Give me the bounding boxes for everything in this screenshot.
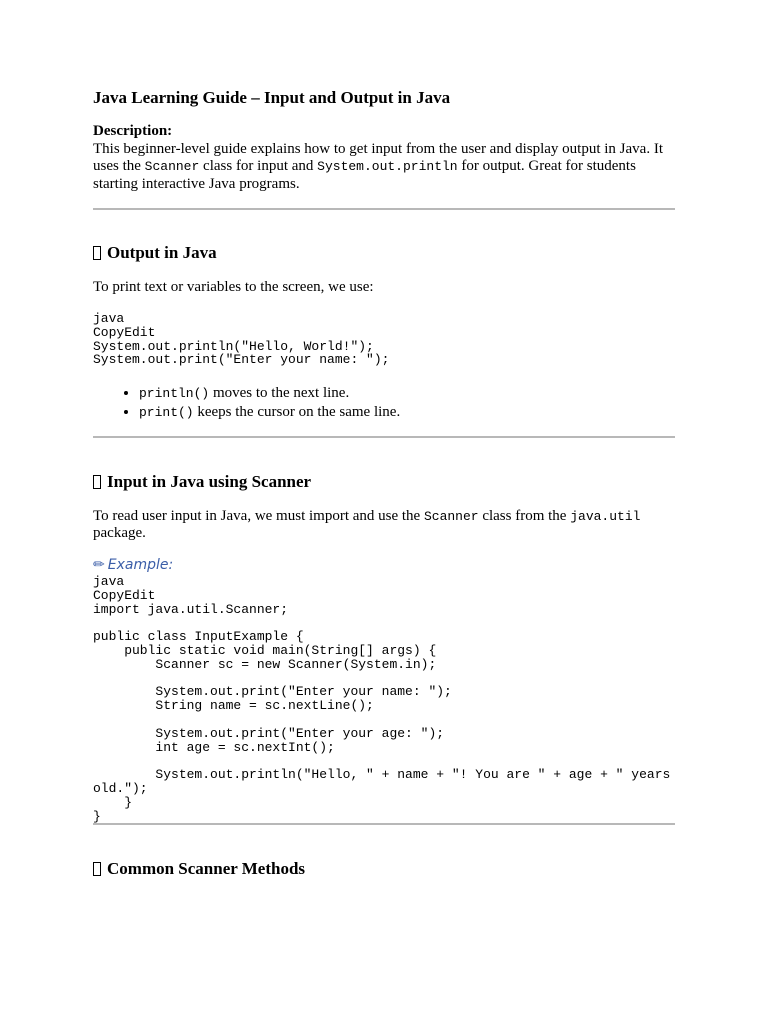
bullet-code: print() <box>139 405 194 420</box>
description-block <box>93 123 683 193</box>
input-heading-text: Input in Java using Scanner <box>107 472 312 491</box>
output-bullet-list <box>93 384 400 422</box>
description-text-3: for output. Great for students starting interactive Java programs. <box>93 158 636 192</box>
input-intro-text-1: To read user input in Java, we must import and use the <box>93 508 424 524</box>
methods-heading-text: Common Scanner Methods <box>107 859 306 878</box>
methods-section-heading <box>93 859 305 879</box>
input-intro-text-2: class from the <box>478 508 571 524</box>
divider-1 <box>93 208 675 210</box>
output-code-block: java CopyEdit System.out.println("Hello, World!"); System.out.print("Enter your name: "); <box>93 311 390 368</box>
bullet-code: println() <box>139 386 210 401</box>
page-title: Java Learning Guide – Input and Output in Java <box>93 88 451 107</box>
missing-glyph-icon <box>93 862 101 876</box>
list-item <box>139 384 400 403</box>
output-heading-text: Output in Java <box>107 243 217 262</box>
description-text-1: This beginner-level guide explains how to get input from the user and display output in Java. It uses the <box>93 140 663 174</box>
input-intro-code-scanner: Scanner <box>423 509 479 524</box>
output-section-heading <box>93 243 217 263</box>
output-intro: To print text or variables to the screen, we use: <box>93 279 374 295</box>
missing-glyph-icon <box>93 475 101 489</box>
list-item <box>139 403 400 422</box>
input-intro <box>93 508 675 542</box>
missing-glyph-icon <box>93 246 101 260</box>
example-label-text: Example: <box>107 557 174 573</box>
bullet-text: moves to the next line. <box>209 385 350 401</box>
example-label <box>93 557 173 573</box>
description-label: Description: <box>93 123 173 139</box>
input-code-block: java CopyEdit import java.util.Scanner; public class InputExample { public static void main(String[] args) { Scanner sc = new Scanner(System.in); System.out.print("Enter your name: "); String name = sc.nextLine(); System.out.print("Enter your age: "); int age = sc.nextInt(); System.out.println("Hello, " + name + "! You are " + age + " years old."); } } <box>93 574 671 824</box>
divider-3 <box>93 823 675 825</box>
bullet-text: keeps the cursor on the same line. <box>193 404 401 420</box>
divider-2 <box>93 436 675 438</box>
input-intro-text-3: package. <box>93 525 146 541</box>
description-text-2: class for input and <box>199 158 318 174</box>
input-section-heading <box>93 472 311 492</box>
description-code-println: System.out.println <box>317 159 458 174</box>
description-code-scanner: Scanner <box>144 159 200 174</box>
input-intro-code-javautil: java.util <box>570 509 641 524</box>
pencil-icon: ✏ <box>93 557 105 573</box>
